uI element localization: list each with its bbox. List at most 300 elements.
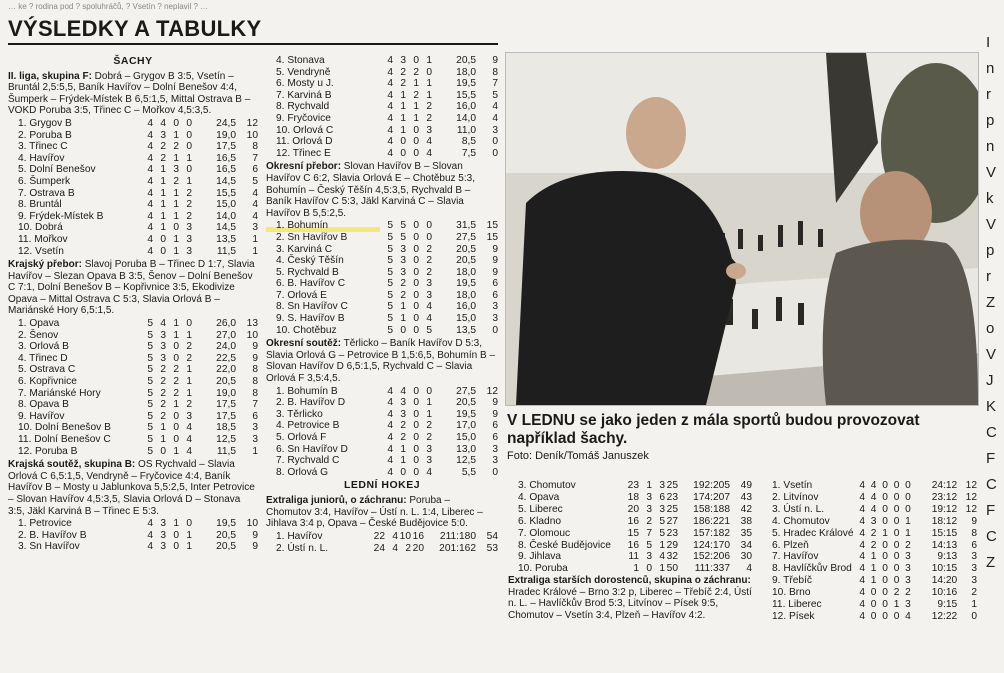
team-name: 5. Vendryně — [276, 66, 331, 78]
games: 5 — [387, 324, 393, 336]
games: 4 — [387, 112, 393, 124]
stat-d: 32 — [666, 551, 678, 563]
stat-b: 4 — [870, 491, 877, 503]
team-name: 2. Ústí n. L. — [276, 542, 329, 554]
draws: 0 — [413, 266, 419, 278]
losses: 4 — [186, 434, 192, 445]
points: 9 — [252, 341, 258, 353]
score: 18,5 — [216, 422, 236, 434]
table-row — [266, 432, 498, 444]
draws: 0 — [413, 124, 419, 136]
draws: 1 — [413, 112, 419, 124]
stat-a: 15 — [627, 527, 639, 539]
stat-e: 1 — [905, 515, 911, 527]
team-name: 5. Orlová F — [276, 432, 327, 443]
games: 4 — [147, 164, 153, 176]
score: 152:206 — [693, 551, 730, 563]
losses: 4 — [426, 301, 432, 313]
team-name: 7. Mariánské Hory — [18, 387, 101, 399]
wins: 0 — [400, 324, 406, 336]
points: 3 — [492, 313, 498, 325]
wins: 1 — [400, 443, 406, 455]
team-name: 8. Opava B — [18, 399, 69, 411]
points: 34 — [740, 539, 752, 551]
games: 5 — [387, 278, 393, 290]
draws: 0 — [173, 352, 179, 364]
points: 0 — [492, 466, 498, 478]
losses: 1 — [186, 387, 192, 399]
team-name: 2. Poruba B — [18, 129, 72, 141]
draws: 0 — [413, 385, 419, 397]
stat-c: 0 — [882, 480, 888, 491]
team-name: 8. České Budějovice — [518, 539, 611, 551]
score: 8,5 — [461, 136, 476, 148]
stat-a: 4 — [859, 563, 865, 575]
table-row — [8, 341, 258, 353]
draws: 0 — [413, 301, 419, 313]
losses: 2 — [186, 187, 192, 199]
team-name: 2. Šenov — [18, 329, 59, 341]
points: 53 — [486, 542, 498, 554]
clipped-letter: p — [986, 112, 995, 129]
points: 6 — [492, 289, 498, 301]
score: 15,0 — [456, 313, 476, 325]
games: 5 — [387, 220, 393, 232]
team-name: 6. Sn Havířov D — [276, 443, 348, 455]
table-row — [266, 444, 498, 456]
points: 1 — [252, 445, 258, 457]
score: 19,5 — [456, 278, 476, 290]
liga2-text: Dobrá – Grygov B 3:5, Vsetín – Bruntál 2,5:5,5, Baník Havířov – Dolní Benešov 4:4, Šumperk – Frýdek-Místek B 6,5:1,5, Mittal Ostrava B – VOKD Poruba 3:5, Třinec C – Mořkov 4,5:3,5. — [8, 70, 251, 117]
liga2-table — [8, 118, 258, 257]
draws: 1 — [173, 518, 179, 530]
stat-b: 2 — [646, 515, 652, 527]
games: 5 — [147, 318, 153, 330]
games: 5 — [387, 266, 393, 278]
points: 2 — [971, 587, 977, 599]
stat-a: 1 — [633, 563, 639, 575]
wins: 1 — [160, 422, 166, 434]
table-row — [266, 78, 498, 90]
draws: 0 — [413, 466, 419, 478]
stat-d: 0 — [893, 480, 900, 491]
draws: 0 — [173, 529, 179, 541]
points: 3 — [492, 301, 498, 313]
wins: 2 — [160, 399, 166, 411]
wins: 3 — [160, 341, 166, 353]
clipped-letter: r — [986, 268, 991, 285]
stat-d: 27 — [666, 515, 678, 527]
points: 0 — [492, 324, 498, 336]
wins: 1 — [160, 164, 166, 176]
games: 4 — [147, 129, 153, 141]
points: 3 — [252, 434, 258, 445]
games: 4 — [387, 420, 393, 432]
score: 20,5 — [456, 397, 476, 409]
team-name: 2. Sn Havířov B — [276, 231, 348, 243]
points: 35 — [740, 527, 752, 539]
stat-b: 1 — [646, 480, 652, 491]
points: 9 — [252, 352, 258, 364]
score: 16,0 — [456, 301, 476, 313]
points: 15 — [486, 231, 498, 243]
table-row — [266, 101, 498, 113]
table-row — [266, 290, 498, 302]
score: 7,5 — [461, 147, 476, 159]
games: 4 — [387, 66, 393, 78]
stat-a: 23 — [627, 480, 639, 491]
score: 19:12 — [931, 503, 958, 515]
clipped-letter: V — [986, 164, 997, 181]
score: 20,5 — [456, 255, 476, 267]
score: 14,5 — [216, 222, 236, 234]
krajska-soutez-table-part1 — [8, 518, 258, 553]
points: 0 — [971, 610, 977, 622]
stat-e: 2 — [905, 587, 911, 599]
table-row — [8, 518, 258, 530]
draws: 2 — [413, 89, 419, 101]
wins: 4 — [400, 385, 406, 397]
wins: 0 — [400, 466, 406, 478]
wins: 0 — [160, 233, 166, 245]
losses: 5 — [426, 324, 432, 336]
table-row — [8, 388, 258, 400]
wins: 1 — [160, 199, 166, 211]
losses: 2 — [426, 255, 432, 267]
table-row — [762, 540, 977, 552]
losses: 0 — [186, 164, 192, 176]
okresni-prebor-table — [266, 220, 498, 336]
wins: 0 — [400, 147, 406, 159]
column-chess-2 — [266, 54, 498, 666]
stat-b: 2 — [870, 527, 877, 539]
score: 31,5 — [456, 220, 476, 232]
clipped-letter: Z — [986, 294, 996, 311]
table-row — [508, 528, 752, 540]
games: 5 — [387, 313, 393, 325]
losses: 1 — [186, 541, 192, 553]
stat-b: 1 — [870, 575, 877, 587]
table-row — [266, 409, 498, 421]
draws: 3 — [173, 164, 179, 176]
games: 4 — [147, 210, 153, 222]
clipped-letter: n — [986, 138, 995, 155]
table-row — [266, 455, 498, 467]
draws: 1 — [413, 101, 419, 113]
table-row — [266, 420, 498, 432]
losses: 1 — [426, 408, 432, 420]
wins: 0 — [400, 136, 406, 148]
draws: 1 — [173, 318, 179, 330]
stat-d: 0 — [893, 491, 900, 503]
losses: 0 — [186, 518, 192, 530]
senior-text: Hradec Králové – Brno 3:2 p, Liberec – Třebíč 2:4, Ústí n. L. – Havlíčkův Brod 5:3, Litvínov – Písek 9:5, Chomutov – Vsetín 3:4, Plzeň – Havířov 4:2. — [508, 586, 752, 622]
score: 22,5 — [216, 352, 236, 364]
score: 22,0 — [216, 364, 236, 376]
team-name: 4. Třinec D — [18, 352, 68, 364]
points: 5 — [252, 175, 258, 187]
table-row — [762, 492, 977, 504]
stat-a: 4 — [859, 527, 865, 539]
score: 186:221 — [693, 515, 730, 527]
score: 20,5 — [456, 243, 476, 255]
stat-a: 4 — [859, 610, 865, 622]
wins: 0 — [160, 445, 166, 457]
losses: 1 — [426, 397, 432, 409]
stat-a: 4 — [859, 491, 865, 503]
score: 23:12 — [931, 491, 958, 503]
score: 20,5 — [216, 529, 236, 541]
games: 5 — [147, 434, 153, 445]
losses: 2 — [186, 341, 192, 353]
draws: 2 — [173, 141, 179, 153]
table-row — [8, 222, 258, 234]
wins: 2 — [160, 364, 166, 376]
stat-e: 3 — [905, 551, 911, 563]
losses: 3 — [426, 443, 432, 455]
wins: 2 — [400, 289, 406, 301]
team-name: 9. Jihlava — [518, 551, 562, 563]
score: 19,5 — [456, 78, 476, 90]
stat-b: 3 — [870, 515, 877, 527]
liga2-label: II. liga, skupina F: — [8, 70, 92, 82]
draws: 1 — [173, 129, 179, 141]
okresni-soutez-label: Okresní soutěž: — [266, 338, 342, 350]
games: 5 — [147, 376, 153, 388]
table-row — [508, 480, 752, 492]
table-row — [8, 188, 258, 200]
column-chess-1 — [8, 54, 258, 666]
stat-d: 23 — [666, 491, 678, 503]
table-row — [8, 211, 258, 223]
score: 5,5 — [461, 466, 476, 478]
stat-d: 20 — [412, 542, 424, 554]
draws: 0 — [173, 434, 179, 445]
stat-a: 4 — [859, 587, 865, 599]
points: 42 — [740, 503, 752, 515]
score: 174:207 — [693, 491, 730, 503]
score: 13,5 — [456, 324, 476, 336]
team-name: 7. Olomouc — [518, 527, 571, 539]
stat-d: 23 — [666, 527, 678, 539]
points: 8 — [252, 364, 258, 376]
stat-d: 25 — [666, 503, 678, 515]
points: 12 — [246, 117, 258, 129]
draws: 0 — [173, 117, 179, 129]
photo-credit: Foto: Deník/Tomáš Januszek — [507, 450, 649, 462]
table-row — [266, 386, 498, 398]
score: 201:162 — [439, 542, 476, 554]
wins: 3 — [160, 529, 166, 541]
table-row — [8, 130, 258, 142]
team-name: 3. Chomutov — [518, 480, 576, 491]
stat-c: 0 — [882, 551, 888, 563]
draws: 1 — [173, 187, 179, 199]
stat-e: 3 — [905, 599, 911, 611]
wins: 3 — [160, 352, 166, 364]
losses: 1 — [426, 89, 432, 101]
table-row — [762, 563, 977, 575]
draws: 0 — [413, 136, 419, 148]
draws: 0 — [413, 324, 419, 336]
draws: 0 — [413, 313, 419, 325]
wins: 1 — [400, 313, 406, 325]
games: 4 — [387, 55, 393, 66]
draws: 0 — [413, 147, 419, 159]
stat-d: 0 — [893, 539, 900, 551]
wins: 2 — [160, 376, 166, 388]
score: 15:15 — [931, 527, 958, 539]
score: 15,0 — [456, 432, 476, 443]
krajsky-text: Slavoj Poruba B – Třinec D 1:7, Slavia Havířov – Slezan Opava B 3:5, Šenov – Dolní Benešov C 7:1, Dolní Benešov B – Kopřivnice 3:5, Ekodivize Opava – Mittal Ostrava C 5:3, Slavia Orlová B – Mariánské Hory 6,5:1,5. — [8, 259, 255, 317]
table-row — [266, 113, 498, 125]
stat-c: 4 — [659, 551, 665, 563]
wins: 5 — [400, 231, 406, 243]
table-row — [508, 563, 752, 575]
wins: 1 — [160, 175, 166, 187]
table-row — [8, 318, 258, 330]
wins: 2 — [160, 410, 166, 422]
points: 9 — [492, 243, 498, 255]
table-row — [266, 531, 498, 543]
losses: 1 — [186, 364, 192, 376]
team-name: 4. Petrovice B — [276, 420, 340, 432]
points: 10 — [246, 129, 258, 141]
senior-results — [508, 575, 752, 621]
points: 3 — [252, 422, 258, 434]
points: 6 — [971, 539, 977, 551]
table-row — [266, 301, 498, 313]
losses: 2 — [186, 399, 192, 411]
draws: 1 — [173, 399, 179, 411]
games: 4 — [147, 141, 153, 153]
stat-d: 0 — [893, 503, 900, 515]
score: 14,0 — [216, 210, 236, 222]
chess-photo — [505, 52, 979, 406]
team-name: 10. Orlová C — [276, 124, 334, 136]
draws: 0 — [413, 455, 419, 467]
points: 49 — [740, 480, 752, 491]
stat-c: 0 — [882, 539, 888, 551]
team-name: 12. Poruba B — [18, 445, 78, 457]
points: 3 — [492, 443, 498, 455]
losses: 1 — [426, 78, 432, 90]
stat-a: 16 — [627, 515, 639, 527]
games: 4 — [387, 455, 393, 467]
stat-c: 2 — [405, 542, 411, 554]
krajska-soutez-label: Krajská soutěž, skupina B: — [8, 459, 136, 471]
team-name: 8. Havlíčkův Brod — [772, 563, 852, 575]
draws: 0 — [413, 255, 419, 267]
team-name: 4. Opava — [518, 491, 560, 503]
okresni-soutez-results — [266, 338, 498, 384]
score: 11,5 — [216, 445, 236, 457]
draws: 1 — [413, 78, 419, 90]
team-name: 11. Orlová D — [276, 136, 333, 148]
clipped-letter: I — [986, 34, 991, 51]
draws: 0 — [413, 432, 419, 443]
wins: 1 — [400, 124, 406, 136]
losses: 2 — [186, 210, 192, 222]
clipped-letter: F — [986, 450, 996, 467]
okresni-prebor-results — [266, 161, 498, 219]
score: 27,0 — [216, 329, 236, 341]
losses: 3 — [426, 289, 432, 301]
stat-e: 0 — [905, 503, 911, 515]
table-row — [8, 541, 258, 553]
stat-c: 5 — [659, 527, 665, 539]
table-row — [8, 164, 258, 176]
stat-c: 0 — [882, 503, 888, 515]
losses: 4 — [186, 445, 192, 457]
score: 158:188 — [693, 503, 730, 515]
score: 12,5 — [456, 455, 476, 467]
games: 4 — [387, 397, 393, 409]
draws: 1 — [173, 233, 179, 245]
krajsky-table — [8, 318, 258, 457]
table-row — [8, 330, 258, 342]
table-row — [508, 551, 752, 563]
clipped-letter: r — [986, 86, 991, 103]
points: 12 — [965, 503, 977, 515]
stat-e: 0 — [905, 480, 911, 491]
team-name: 10. Chotěbuz — [276, 324, 337, 336]
score: 26,0 — [216, 318, 236, 330]
wins: 4 — [160, 318, 166, 330]
points: 3 — [492, 455, 498, 467]
draws: 1 — [173, 210, 179, 222]
clipped-letter: Z — [986, 554, 996, 571]
points: 8 — [492, 66, 498, 78]
games: 5 — [147, 445, 153, 457]
table-row — [266, 325, 498, 337]
team-name: 3. Sn Havířov — [18, 541, 80, 553]
draws: 1 — [173, 329, 179, 341]
clipped-letter: V — [986, 216, 997, 233]
losses: 2 — [426, 420, 432, 432]
score: 20,5 — [216, 541, 236, 553]
stat-c: 0 — [882, 515, 888, 527]
stat-d: 0 — [893, 527, 900, 539]
team-name: 5. Liberec — [518, 503, 563, 515]
points: 5 — [492, 89, 498, 101]
score: 12,5 — [216, 434, 236, 445]
team-name: 9. Třebíč — [772, 575, 813, 587]
points: 6 — [252, 410, 258, 422]
losses: 4 — [186, 422, 192, 434]
games: 4 — [147, 199, 153, 211]
stat-b: 4 — [870, 480, 877, 491]
wins: 2 — [400, 432, 406, 443]
table-row — [8, 446, 258, 458]
okresni-soutez-table — [266, 386, 498, 479]
stat-d: 0 — [893, 575, 900, 587]
stat-b: 3 — [646, 491, 652, 503]
score: 10:16 — [931, 587, 958, 599]
wins: 2 — [160, 152, 166, 164]
games: 5 — [387, 301, 393, 313]
table-row — [762, 504, 977, 516]
score: 13,5 — [216, 233, 236, 245]
okresni-prebor-label: Okresní přebor: — [266, 161, 342, 173]
losses: 3 — [426, 124, 432, 136]
wins: 2 — [400, 78, 406, 90]
table-row — [266, 232, 498, 244]
score: 24,5 — [216, 117, 236, 129]
team-name: 8. Rychvald — [276, 101, 330, 113]
games: 4 — [147, 518, 153, 530]
team-name: 2. B. Havířov B — [18, 529, 87, 541]
